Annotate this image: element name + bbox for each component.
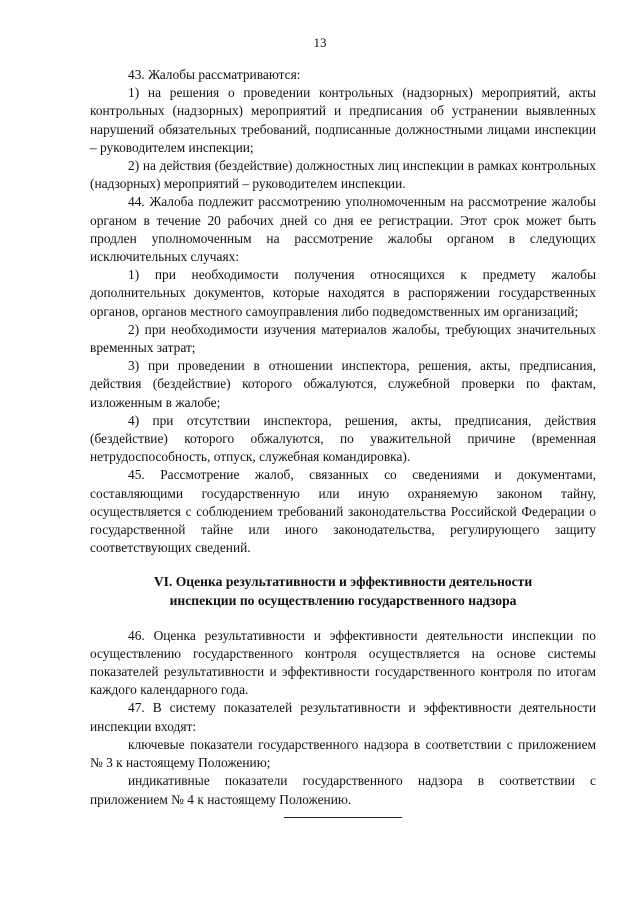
paragraph-46: 46. Оценка результативности и эффективности деятельности инспекции по осуществлению государственного контроля осуществляется на основе системы показателей результативности и эффективности государственного контроля по итогам каждого календарного года. [90, 627, 596, 698]
section-heading-line-1: VI. Оценка результативности и эффективности деятельности [153, 574, 533, 590]
document-body [90, 66, 596, 809]
paragraph-44-item-2: 2) при необходимости изучения материалов жалобы, требующих значительных временных затрат; [90, 321, 596, 356]
section-heading [90, 573, 596, 610]
paragraph-44-item-1: 1) при необходимости получения относящихся к предмету жалобы дополнительных документов, которые находятся в распоряжении государственных органов, органов местного самоуправления либо подведомственных им организаций; [90, 267, 596, 319]
end-rule [284, 817, 402, 818]
paragraph-47: 47. В систему показателей результативности и эффективности деятельности инспекции входят: [90, 700, 596, 734]
paragraph-44-item-3: 3) при проведении в отношении инспектора, решения, акты, предписания, действия (бездействие) которого обжалуются, служебной проверки по фактам, изложенным в жалобе; [90, 358, 596, 410]
paragraph-44: 44. Жалоба подлежит рассмотрению уполномоченным на рассмотрение жалобы органом в течение 20 рабочих дней со дня ее регистрации. Этот срок может быть продлен уполномоченным на рассмотрение жалобы органом в следующих исключительных случаях: [90, 194, 596, 265]
page-number: 13 [313, 35, 327, 50]
paragraph-44-item-4: 4) при отсутствии инспектора, решения, акты, предписания, действия (бездействие) которого обжалуются, по уважительной причине (временная нетрудоспособность, отпуск, служебная командировка). [90, 412, 596, 465]
section-heading-line-2: инспекции по осуществлению государственного надзора [169, 593, 517, 609]
paragraph-43-item-1: 1) на решения о проведении контрольных (надзорных) мероприятий, акты контрольных (надзорных) мероприятий и предписания об устранении выявленных нарушений обязательных требований, подписанные должностными лицами инспекции – руководителем инспекции; [90, 85, 596, 155]
paragraph-43-item-2: 2) на действия (бездействие) должностных лиц инспекции в рамках контрольных (надзорных) мероприятий – руководителем инспекции. [90, 158, 596, 192]
paragraph-47-item-key-indicators: ключевые показатели государственного надзора в соответствии с приложением № 3 к настоящему Положению; [90, 736, 596, 771]
paragraph-45: 45. Рассмотрение жалоб, связанных со сведениями и документами, составляющими государственную или иную охраняемую законом тайну, осуществляется с соблюдением требований законодательства Российской Федерации о государственной тайне или иного законодательства, регулирующего защиту соответствующих сведений. [90, 467, 596, 556]
paragraph-43: 43. Жалобы рассматриваются: [128, 67, 301, 82]
paragraph-47-item-indicative-indicators: индикативные показатели государственного надзора в соответствии с приложением № 4 к настоящему Положению. [90, 773, 596, 807]
